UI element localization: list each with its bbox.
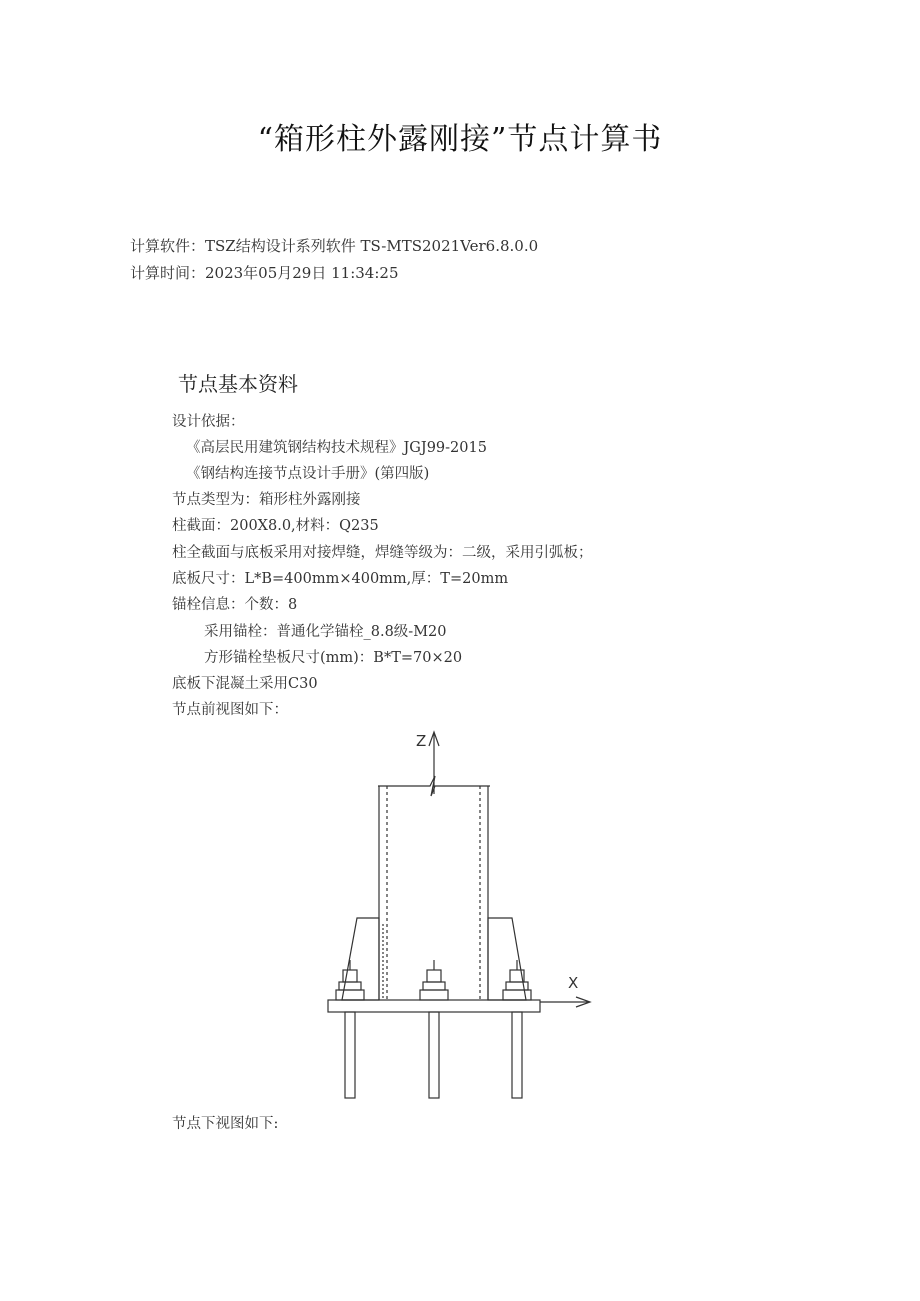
- front-view-drawing: [320, 724, 610, 1104]
- weld-info: 柱全截面与底板采用对接焊缝，焊缝等级为：二级，采用引弧板；: [172, 545, 593, 561]
- design-basis-label: 设计依据：: [172, 414, 245, 430]
- anchor-type: 采用锚栓：普通化学锚栓_8.8级-M20: [204, 624, 447, 640]
- bottom-view-label: 节点下视图如下:: [172, 1116, 279, 1132]
- anchor-info: 锚栓信息：个数：8: [172, 597, 298, 613]
- reference-1: 《高层民用建筑钢结构技术规程》JGJ99-2015: [186, 440, 487, 456]
- column-section: 柱截面：200X8.0,材料：Q235: [172, 518, 379, 534]
- node-type: 节点类型为：箱形柱外露刚接: [172, 492, 361, 508]
- concrete-grade: 底板下混凝土采用C30: [172, 676, 318, 692]
- z-axis-label: Z: [416, 732, 427, 750]
- section-title: 节点基本资料: [178, 372, 298, 396]
- base-plate-size: 底板尺寸：L*B=400mm×400mm,厚：T=20mm: [172, 571, 509, 587]
- software-info: 计算软件：TSZ结构设计系列软件 TS-MTS2021Ver6.8.0.0: [130, 237, 539, 255]
- washer-size: 方形锚栓垫板尺寸(mm)：B*T=70×20: [204, 650, 463, 666]
- anchor-bolt-right: [503, 960, 531, 1098]
- reference-2: 《钢结构连接节点设计手册》(第四版): [186, 466, 430, 482]
- stiffener-right: [488, 918, 526, 1000]
- calc-time: 计算时间：2023年05月29日 11:34:25: [130, 264, 399, 282]
- anchor-bolt-center: [420, 960, 448, 1098]
- base-plate: [328, 1000, 540, 1012]
- x-axis-label: X: [568, 974, 579, 992]
- front-view-label: 节点前视图如下：: [172, 702, 288, 718]
- document-title: “箱形柱外露刚接”节点计算书: [257, 122, 663, 157]
- anchor-bolt-left: [336, 960, 364, 1098]
